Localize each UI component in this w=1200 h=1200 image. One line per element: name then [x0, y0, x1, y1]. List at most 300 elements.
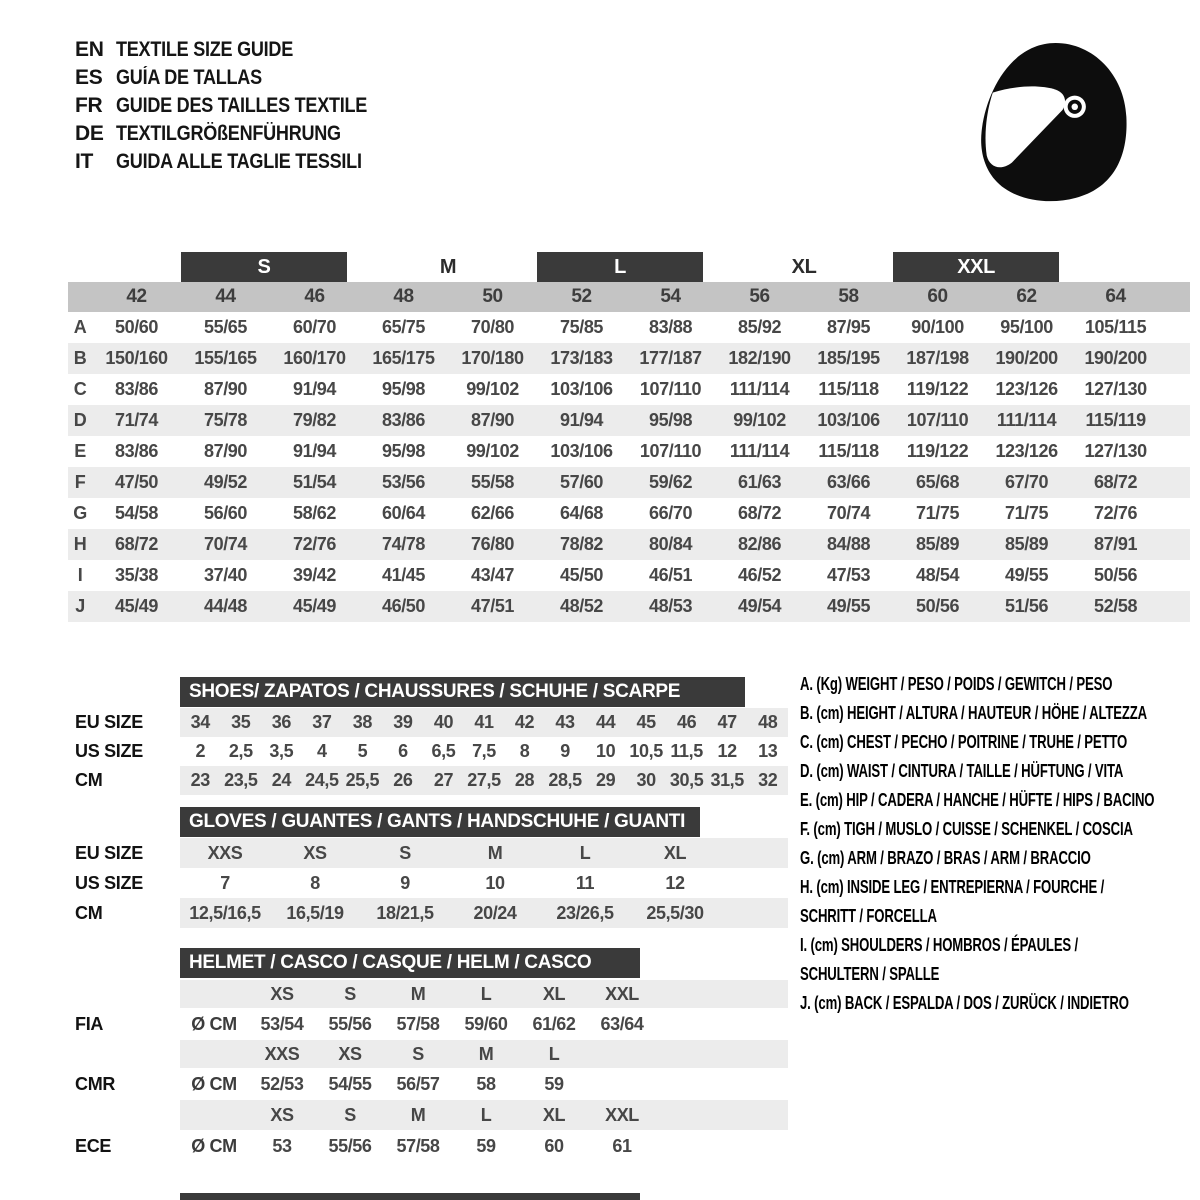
- size-cell: 34: [190, 712, 210, 732]
- size-row-us-size: [68, 868, 788, 898]
- measure-value: 51/56: [1005, 596, 1049, 616]
- measure-value: 49/55: [827, 596, 871, 616]
- helmet-size-cell: M: [410, 983, 426, 1004]
- measure-row: [68, 436, 1190, 467]
- helmet-size-cell: 56/57: [396, 1073, 440, 1094]
- measure-value: 99/102: [466, 441, 519, 461]
- size-cell: 47: [717, 712, 737, 732]
- legend-line: C. (cm) CHEST / PECHO / POITRINE / TRUHE / PETTO: [800, 732, 1128, 752]
- measure-value: 103/106: [550, 379, 613, 399]
- size-cell: 5: [357, 741, 368, 761]
- measure-value: 85/89: [916, 534, 960, 554]
- helmet-size-cell: XS: [270, 1104, 294, 1125]
- size-number-cell: 60: [927, 286, 948, 307]
- size-cell: 28,5: [548, 770, 582, 790]
- helmet-size-cell: 55/56: [328, 1136, 372, 1156]
- measure-row: [68, 467, 1190, 498]
- legend-line: E. (cm) HIP / CADERA / HANCHE / HÜFTE / HIPS / BACINO: [800, 790, 1155, 810]
- measure-value: 87/90: [203, 379, 248, 399]
- size-number-cell: 48: [393, 286, 414, 307]
- row-label: US SIZE: [75, 872, 143, 893]
- helmet-size-cell: 57/58: [396, 1136, 440, 1156]
- diameter-unit: Ø CM: [191, 1013, 237, 1034]
- measure-row: [68, 560, 1190, 591]
- language-code: IT: [75, 150, 94, 173]
- empty-cell: [1160, 436, 1190, 467]
- helmet-sizes-row: [68, 980, 788, 1008]
- cutoff-section-bar: [180, 1193, 640, 1200]
- helmet-size-cell: L: [480, 983, 492, 1004]
- empty-cell: [1160, 467, 1190, 498]
- measure-value: 60/70: [292, 317, 337, 337]
- measure-value: 80/84: [649, 534, 693, 554]
- measure-value: 74/78: [381, 534, 426, 554]
- measure-value: 127/130: [1084, 379, 1147, 399]
- helmet-size-cell: S: [412, 1043, 424, 1064]
- measure-value: 61/63: [738, 472, 782, 492]
- size-cell: XXS: [207, 842, 243, 863]
- size-cell: 23: [190, 770, 210, 790]
- size-cell: 30: [636, 770, 656, 790]
- size-cell: 20/24: [473, 902, 517, 923]
- measure-value: 48/52: [560, 596, 604, 616]
- measure-value: 127/130: [1084, 441, 1147, 461]
- size-cell: 8: [310, 872, 320, 893]
- measure-letter: B: [73, 348, 87, 368]
- measure-value: 170/180: [461, 348, 524, 368]
- measure-value: 95/98: [649, 410, 693, 430]
- size-cell: 6,5: [431, 741, 456, 761]
- measure-value: 84/88: [827, 534, 871, 554]
- measure-letter: C: [73, 379, 87, 399]
- size-cell: 28: [514, 770, 535, 790]
- measure-letter: I: [77, 565, 83, 585]
- language-code: FR: [75, 94, 103, 117]
- measure-value: 71/75: [916, 503, 960, 523]
- size-number-cell: 52: [571, 286, 592, 307]
- size-number-cell: 58: [838, 286, 859, 307]
- size-cell: 42: [514, 712, 535, 732]
- racing-helmet-graphic: [975, 40, 1133, 208]
- size-cell: 11: [575, 872, 595, 893]
- measure-value: 123/126: [995, 441, 1058, 461]
- size-cell: 25,5: [345, 770, 380, 790]
- measure-value: 46/51: [649, 565, 693, 585]
- measure-value: 60/64: [381, 503, 426, 523]
- helmet-section-title: HELMET / CASCO / CASQUE / HELM / CASCO: [180, 948, 640, 978]
- size-cell: 32: [758, 770, 778, 790]
- size-group-xl: XL: [791, 255, 817, 278]
- measure-value: 35/38: [114, 565, 159, 585]
- size-cell: 30,5: [669, 770, 704, 790]
- measure-value: 66/70: [649, 503, 693, 523]
- size-cell: 29: [595, 770, 616, 790]
- empty-cell: [1160, 282, 1190, 312]
- language-row: [75, 92, 408, 120]
- language-title: GUIDE DES TAILLES TEXTILE: [116, 94, 368, 117]
- measure-value: 75/85: [560, 317, 604, 337]
- measure-value: 87/91: [1094, 534, 1138, 554]
- row-cells: [180, 838, 788, 868]
- measure-value: 182/190: [728, 348, 791, 368]
- measure-value: 111/114: [996, 410, 1057, 430]
- size-cell: 10: [485, 872, 505, 893]
- size-cell: 35: [231, 712, 251, 732]
- measure-value: 39/42: [292, 565, 337, 585]
- size-cell: 24,5: [305, 770, 339, 790]
- empty-cell: [1160, 312, 1190, 343]
- size-number-cell: 42: [126, 286, 147, 307]
- size-cell: 41: [474, 712, 494, 732]
- empty-cell: [1160, 498, 1190, 529]
- standard-label: CMR: [75, 1073, 116, 1094]
- size-cell: 46: [677, 712, 697, 732]
- measure-value: 111/114: [729, 379, 790, 399]
- size-cell: 45: [636, 712, 656, 732]
- legend-line: SCHRITT / FORCELLA: [800, 906, 937, 926]
- measure-value: 103/106: [817, 410, 880, 430]
- helmet-size-cell: 58: [476, 1073, 496, 1094]
- helmet-size-cell: 63/64: [600, 1013, 644, 1034]
- measure-value: 83/86: [114, 441, 159, 461]
- measure-value: 59/62: [649, 472, 693, 492]
- helmet-size-cell: M: [410, 1104, 426, 1125]
- helmet-size-cell: S: [344, 983, 356, 1004]
- measure-letter: D: [73, 410, 87, 430]
- size-cell: 6: [398, 741, 408, 761]
- measure-value: 37/40: [203, 565, 248, 585]
- measure-value: 78/82: [560, 534, 604, 554]
- measure-value: 45/49: [292, 596, 337, 616]
- size-cell: 18/21,5: [376, 902, 434, 923]
- size-cell: 23,5: [224, 770, 258, 790]
- size-cell: 40: [433, 712, 454, 732]
- measure-letter: E: [74, 441, 86, 461]
- measure-value: 95/98: [381, 379, 426, 399]
- helmet-size-cell: XS: [270, 983, 294, 1004]
- language-code: EN: [75, 38, 104, 61]
- legend-line: G. (cm) ARM / BRAZO / BRAS / ARM / BRACCIO: [800, 848, 1091, 868]
- language-title-list: [75, 36, 408, 176]
- size-cell: 12: [717, 741, 737, 761]
- size-cell: 27: [433, 770, 454, 790]
- size-group-cell: [893, 252, 1071, 282]
- empty-cell: [1160, 374, 1190, 405]
- size-cell: 48: [758, 712, 778, 732]
- measure-value: 45/49: [114, 596, 159, 616]
- language-title: GUIDA ALLE TAGLIE TESSILI: [116, 150, 362, 173]
- measure-value: 70/80: [471, 317, 515, 337]
- language-title: GUÍA DE TALLAS: [116, 66, 262, 89]
- measure-value: 63/66: [827, 472, 871, 492]
- legend-line: B. (cm) HEIGHT / ALTURA / HAUTEUR / HÖHE / ALTEZZA: [800, 703, 1147, 723]
- legend-line: A. (Kg) WEIGHT / PESO / POIDS / GEWITCH / PESO: [800, 674, 1113, 694]
- size-cell: 25,5/30: [646, 902, 704, 923]
- size-cell: 23/26,5: [556, 902, 614, 923]
- measure-value: 41/45: [381, 565, 426, 585]
- measure-value: 160/170: [283, 348, 346, 368]
- measure-value: 107/110: [639, 379, 702, 399]
- row-cells: [180, 1008, 788, 1040]
- measure-value: 58/62: [292, 503, 337, 523]
- shoes-size-section: [68, 677, 793, 802]
- size-cell: 12,5/16,5: [189, 902, 261, 923]
- measure-value: 53/56: [381, 472, 426, 492]
- measure-value: 95/100: [1000, 317, 1053, 337]
- measure-value: 51/54: [292, 472, 337, 492]
- size-cell: 27,5: [467, 770, 501, 790]
- measure-value: 44/48: [203, 596, 248, 616]
- measure-value: 45/50: [560, 565, 604, 585]
- language-title: TEXTILE SIZE GUIDE: [116, 38, 293, 61]
- gloves-section-title: GLOVES / GUANTES / GANTS / HANDSCHUHE / GUANTI: [180, 807, 700, 837]
- row-cells: [180, 1100, 788, 1130]
- helmet-size-cell: 52/53: [260, 1073, 304, 1094]
- measure-value: 49/54: [738, 596, 782, 616]
- row-cells: [180, 1040, 788, 1068]
- size-cell: 8: [519, 741, 530, 761]
- helmet-values-row: [68, 1130, 788, 1163]
- size-cell: 39: [393, 712, 413, 732]
- helmet-size-cell: XL: [542, 983, 566, 1004]
- measure-row: [68, 529, 1190, 560]
- measure-value: 72/76: [292, 534, 337, 554]
- size-cell: 9: [560, 741, 570, 761]
- measure-value: 67/70: [1005, 472, 1049, 492]
- helmet-size-cell: 59/60: [464, 1013, 508, 1034]
- helmet-size-cell: XXL: [605, 983, 639, 1004]
- measure-value: 56/60: [203, 503, 248, 523]
- measure-row: [68, 374, 1190, 405]
- row-cells: [180, 898, 788, 928]
- size-number-row: [68, 282, 1190, 312]
- helmet-size-cell: 53/54: [260, 1013, 304, 1034]
- size-cell: 44: [595, 712, 616, 732]
- empty-cell: [68, 282, 92, 312]
- size-cell: 10,5: [629, 741, 663, 761]
- measure-value: 47/50: [114, 472, 159, 492]
- size-cell: XL: [663, 842, 687, 863]
- measure-value: 70/74: [827, 503, 871, 523]
- empty-cell: [1160, 560, 1190, 591]
- measure-value: 46/52: [738, 565, 782, 585]
- size-cell: 9: [400, 872, 410, 893]
- measure-row: [68, 312, 1190, 343]
- helmet-size-cell: M: [478, 1043, 494, 1064]
- size-number-cell: 56: [749, 286, 770, 307]
- measure-row: [68, 498, 1190, 529]
- measure-row: [68, 343, 1190, 374]
- measure-row: [68, 405, 1190, 436]
- size-cell: 4: [317, 741, 327, 761]
- measure-value: 72/76: [1094, 503, 1138, 523]
- row-label: EU SIZE: [75, 712, 143, 732]
- measure-value: 155/165: [194, 348, 257, 368]
- size-row-cm: [68, 766, 788, 795]
- measure-value: 190/200: [1084, 348, 1147, 368]
- gloves-size-section: [68, 807, 793, 935]
- measure-value: 95/98: [381, 441, 426, 461]
- measure-value: 99/102: [466, 379, 519, 399]
- language-row: [75, 36, 408, 64]
- measure-value: 103/106: [550, 441, 613, 461]
- size-row-eu-size: [68, 838, 788, 868]
- measure-value: 68/72: [738, 503, 782, 523]
- legend-line: I. (cm) SHOULDERS / HOMBROS / ÉPAULES /: [800, 935, 1079, 955]
- measure-value: 83/88: [649, 317, 693, 337]
- size-cell: 37: [312, 712, 332, 732]
- empty-cell: [68, 252, 181, 282]
- row-label: EU SIZE: [75, 842, 143, 863]
- measure-value: 47/51: [471, 596, 515, 616]
- measure-value: 165/175: [372, 348, 435, 368]
- size-row-us-size: [68, 737, 788, 766]
- measure-value: 48/54: [916, 565, 960, 585]
- row-cells: [180, 737, 788, 766]
- measure-value: 150/160: [105, 348, 168, 368]
- size-cell: 11,5: [670, 741, 703, 761]
- size-group-m: M: [439, 255, 457, 278]
- measure-value: 50/56: [1094, 565, 1138, 585]
- diameter-unit: Ø CM: [191, 1136, 237, 1156]
- measure-value: 111/114: [729, 441, 790, 461]
- measure-value: 173/183: [550, 348, 613, 368]
- helmet-size-cell: 61: [612, 1136, 632, 1156]
- measure-value: 119/122: [906, 379, 969, 399]
- legend-line: D. (cm) WAIST / CINTURA / TAILLE / HÜFTUNG / VITA: [800, 761, 1124, 781]
- helmet-size-cell: S: [344, 1104, 356, 1125]
- measure-value: 115/118: [818, 441, 879, 461]
- row-cells: [180, 708, 788, 737]
- measure-value: 49/55: [1005, 565, 1049, 585]
- measurement-legend: [800, 670, 1200, 1018]
- helmet-size-cell: 59: [544, 1073, 564, 1094]
- measure-value: 65/68: [916, 472, 960, 492]
- measure-value: 115/118: [818, 379, 879, 399]
- measure-letter: H: [73, 534, 87, 554]
- helmet-size-cell: 55/56: [328, 1013, 372, 1034]
- size-cell: S: [399, 842, 411, 863]
- size-group-cell: [537, 252, 715, 282]
- measure-letter: A: [73, 317, 87, 337]
- measure-value: 83/86: [114, 379, 159, 399]
- size-cell: 2,5: [228, 741, 253, 761]
- measure-value: 87/95: [827, 317, 871, 337]
- measure-value: 43/47: [471, 565, 515, 585]
- row-cells: [180, 868, 788, 898]
- size-group-s: S: [181, 252, 347, 282]
- legend-line: H. (cm) INSIDE LEG / ENTREPIERNA / FOURCHE /: [800, 877, 1105, 897]
- measure-value: 76/80: [471, 534, 515, 554]
- size-cell: 7,5: [472, 741, 496, 761]
- measure-value: 177/187: [639, 348, 702, 368]
- measure-value: 50/56: [916, 596, 960, 616]
- measure-value: 71/75: [1005, 503, 1049, 523]
- measure-value: 107/110: [906, 410, 969, 430]
- helmet-size-cell: XL: [542, 1104, 566, 1125]
- measure-value: 85/89: [1005, 534, 1049, 554]
- measure-value: 46/50: [381, 596, 426, 616]
- size-cell: 36: [271, 712, 291, 732]
- measure-value: 83/86: [381, 410, 426, 430]
- size-number-cell: 50: [482, 286, 503, 307]
- size-group-cell: [359, 252, 537, 282]
- visor-pivot-center: [1072, 104, 1078, 110]
- helmet-size-cell: L: [548, 1043, 560, 1064]
- helmet-size-cell: 53: [272, 1136, 292, 1156]
- size-cell: 16,5/19: [286, 902, 344, 923]
- helmet-icon: [975, 40, 1133, 208]
- legend-line: J. (cm) BACK / ESPALDA / DOS / ZURÜCK / INDIETRO: [800, 993, 1129, 1013]
- helmet-size-cell: XXL: [605, 1104, 639, 1125]
- measure-value: 115/119: [1085, 410, 1146, 430]
- measure-letter: J: [75, 596, 85, 616]
- measure-value: 68/72: [1094, 472, 1138, 492]
- helmet-size-cell: 61/62: [532, 1013, 576, 1034]
- measure-value: 48/53: [649, 596, 693, 616]
- measure-value: 90/100: [911, 317, 964, 337]
- size-group-l: L: [537, 252, 703, 282]
- size-cell: 2: [195, 741, 206, 761]
- helmet-size-cell: 60: [544, 1136, 564, 1156]
- helmet-size-section: [68, 948, 793, 1170]
- shoes-section-title: SHOES/ ZAPATOS / CHAUSSURES / SCHUHE / SCARPE: [180, 677, 745, 707]
- size-group-cell: [715, 252, 893, 282]
- size-number-cell: 62: [1016, 286, 1037, 307]
- measure-value: 49/52: [203, 472, 248, 492]
- measure-value: 62/66: [471, 503, 515, 523]
- legend-line: SCHULTERN / SPALLE: [800, 964, 940, 984]
- size-cell: 10: [595, 741, 616, 761]
- size-cell: 38: [352, 712, 372, 732]
- measure-value: 50/60: [114, 317, 159, 337]
- empty-cell: [1160, 405, 1190, 436]
- helmet-sizes-row: [68, 1040, 788, 1068]
- measure-value: 71/74: [114, 410, 159, 430]
- measure-value: 123/126: [995, 379, 1058, 399]
- row-label: CM: [75, 770, 103, 790]
- size-cell: 13: [758, 741, 778, 761]
- measure-value: 119/122: [906, 441, 969, 461]
- helmet-size-cell: 54/55: [328, 1073, 372, 1094]
- diameter-unit: Ø CM: [191, 1073, 237, 1094]
- size-cell: 12: [665, 872, 685, 893]
- measure-value: 70/74: [203, 534, 248, 554]
- measure-value: 87/90: [471, 410, 515, 430]
- measure-value: 107/110: [639, 441, 702, 461]
- measure-value: 91/94: [292, 441, 337, 461]
- measure-value: 85/92: [738, 317, 782, 337]
- row-label: CM: [75, 902, 103, 923]
- language-row: [75, 64, 408, 92]
- helmet-size-cell: XXS: [264, 1043, 300, 1064]
- size-cell: 24: [271, 770, 291, 790]
- measure-value: 87/90: [203, 441, 248, 461]
- empty-cell: [1160, 343, 1190, 374]
- size-cell: 31,5: [710, 770, 744, 790]
- size-group-cell: [181, 252, 359, 282]
- measure-value: 47/53: [827, 565, 871, 585]
- measure-value: 57/60: [560, 472, 604, 492]
- measure-value: 55/65: [203, 317, 248, 337]
- language-code: DE: [75, 122, 104, 145]
- row-cells: [180, 1130, 788, 1163]
- language-row: [75, 120, 408, 148]
- helmet-sizes-row: [68, 1100, 788, 1130]
- size-cell: 7: [220, 872, 230, 893]
- measure-value: 64/68: [560, 503, 604, 523]
- measure-value: 65/75: [381, 317, 426, 337]
